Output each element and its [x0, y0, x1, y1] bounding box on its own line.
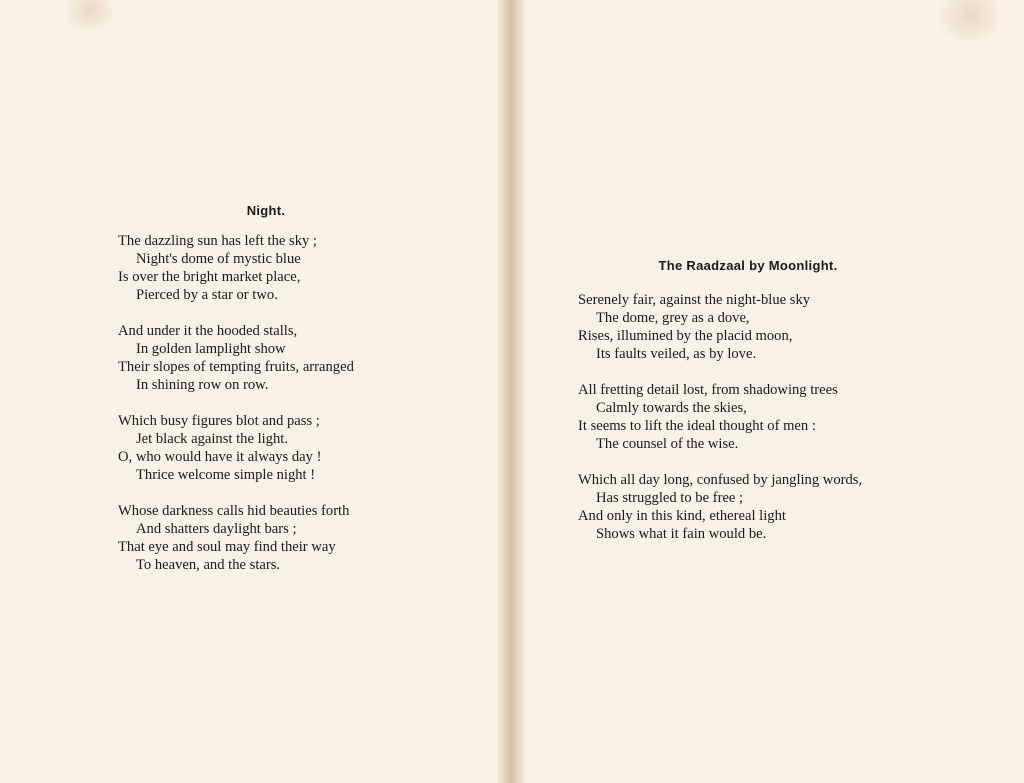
poem-line: And under it the hooded stalls,: [118, 323, 298, 339]
poem-line: Is over the bright market place,: [118, 269, 301, 285]
poem-line: Its faults veiled, as by love.: [596, 346, 757, 362]
poem-raadzaal: [578, 258, 938, 561]
stanza: [578, 381, 938, 453]
poem-line: All fretting detail lost, from shadowing trees: [578, 382, 838, 398]
poem-line: Has struggled to be free ;: [596, 490, 744, 506]
poem-line: Jet black against the light.: [136, 431, 288, 447]
stanza: [578, 471, 938, 543]
poem-line: The dome, grey as a dove,: [596, 310, 750, 326]
poem-line: The counsel of the wise.: [596, 436, 739, 452]
poem-line: Rises, illumined by the placid moon,: [578, 328, 793, 344]
poem-line: O, who would have it always day !: [118, 449, 322, 465]
poem-line: That eye and soul may find their way: [118, 539, 336, 555]
poem-line: Whose darkness calls hid beauties forth: [118, 503, 350, 519]
poem-line: Pierced by a star or two.: [136, 287, 278, 303]
poem-line: Serenely fair, against the night-blue sky: [578, 292, 811, 308]
poem-title: The Raadzaal by Moonlight.: [658, 258, 838, 273]
poem-title: Night.: [246, 203, 286, 218]
poem-line: And shatters daylight bars ;: [136, 521, 297, 537]
poem-line: And only in this kind, ethereal light: [578, 508, 786, 524]
poem-night: [118, 203, 448, 592]
stanza: [118, 502, 448, 574]
poem-line: In shining row on row.: [136, 377, 269, 393]
poem-line: The dazzling sun has left the sky ;: [118, 233, 317, 249]
book-gutter: [498, 0, 524, 783]
poem-line: In golden lamplight show: [136, 341, 286, 357]
stanza: [118, 232, 448, 304]
poem-line: To heaven, and the stars.: [136, 557, 281, 573]
poem-line: Which all day long, confused by jangling words,: [578, 472, 863, 488]
stanza: [578, 291, 938, 363]
poem-line: Their slopes of tempting fruits, arranged: [118, 359, 354, 375]
poem-line: Shows what it fain would be.: [596, 526, 767, 542]
stanza: [118, 322, 448, 394]
poem-line: Night's dome of mystic blue: [136, 251, 301, 267]
poem-line: It seems to lift the ideal thought of men :: [578, 418, 816, 434]
poem-line: Thrice welcome simple night !: [136, 467, 316, 483]
poem-line: Which busy figures blot and pass ;: [118, 413, 320, 429]
poem-line: Calmly towards the skies,: [596, 400, 747, 416]
stanza: [118, 412, 448, 484]
